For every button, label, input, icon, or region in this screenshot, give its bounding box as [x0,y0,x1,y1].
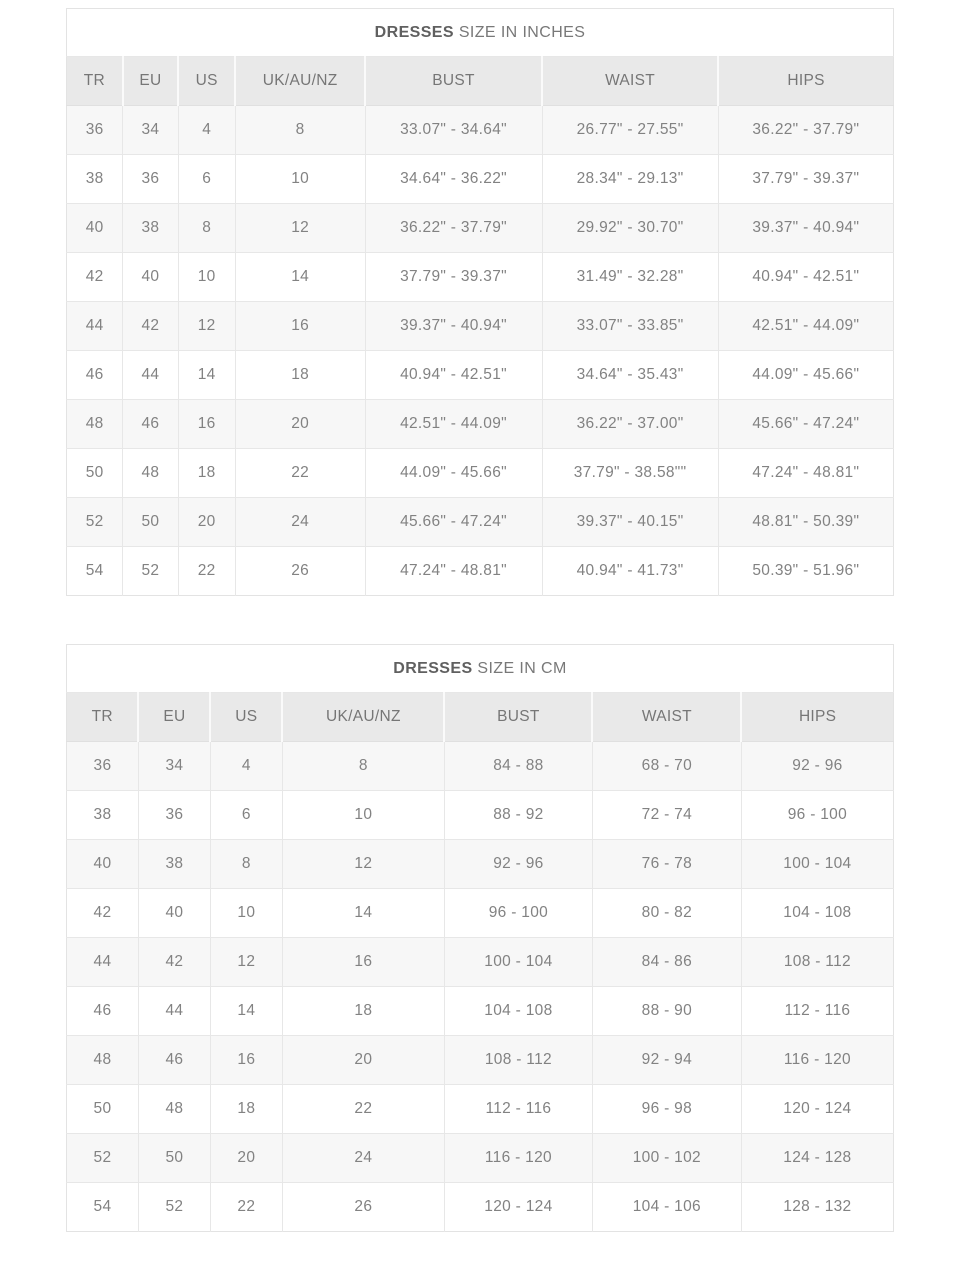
table-cell: 40 [67,204,123,253]
table-row [67,351,894,400]
table-cell: 46 [138,1036,210,1085]
table-title-rest: SIZE IN INCHES [458,23,586,41]
table-row [67,791,894,840]
table-cell: 36 [67,742,139,791]
table-cell: 42 [123,302,178,351]
table-cell: 100 - 104 [741,840,893,889]
table-cell: 44 [138,987,210,1036]
table-cell: 50 [67,1085,139,1134]
column-header-row [67,57,894,106]
table-cell: 96 - 100 [741,791,893,840]
table-title [67,9,894,57]
table-cell: 44.09" - 45.66" [718,351,893,400]
table-cell: 26.77" - 27.55" [542,106,718,155]
table-cell: 18 [235,351,365,400]
table-row [67,742,894,791]
table-cell: 8 [210,840,282,889]
table-cell: 39.37" - 40.15" [542,498,718,547]
table-title-rest: SIZE IN CM [477,659,567,677]
table-cell: 18 [282,987,444,1036]
table-cell: 14 [210,987,282,1036]
table-cell: 14 [282,889,444,938]
table-cell: 4 [178,106,235,155]
table-cell: 38 [67,791,139,840]
table-cell: 108 - 112 [741,938,893,987]
table-row [67,204,894,253]
table-cell: 14 [235,253,365,302]
table-cell: 52 [138,1183,210,1232]
table-cell: 38 [138,840,210,889]
column-header: HIPS [718,57,893,106]
column-header: HIPS [741,693,893,742]
table-row [67,449,894,498]
table-cell: 40 [67,840,139,889]
column-header: EU [138,693,210,742]
column-header-row [67,693,894,742]
table-cell: 44 [67,938,139,987]
table-cell: 104 - 106 [592,1183,741,1232]
column-header: WAIST [592,693,741,742]
table-cell: 29.92" - 30.70" [542,204,718,253]
table-cell: 20 [178,498,235,547]
table-title [67,645,894,693]
table-cell: 12 [178,302,235,351]
column-header: US [210,693,282,742]
table-cell: 47.24" - 48.81" [718,449,893,498]
table-cell: 88 - 92 [444,791,592,840]
table-row [67,1134,894,1183]
table-cell: 44.09" - 45.66" [365,449,542,498]
table-cell: 38 [67,155,123,204]
table-cell: 12 [282,840,444,889]
table-cell: 108 - 112 [444,1036,592,1085]
table-cell: 33.07" - 34.64" [365,106,542,155]
table-row [67,889,894,938]
table-cell: 40.94" - 41.73" [542,547,718,596]
table-cell: 48 [123,449,178,498]
table-cell: 37.79" - 38.58"" [542,449,718,498]
table-cell: 22 [210,1183,282,1232]
table-cell: 42.51" - 44.09" [365,400,542,449]
table-cell: 52 [67,1134,139,1183]
table-cell: 16 [210,1036,282,1085]
table-cell: 8 [282,742,444,791]
table-cell: 36.22" - 37.79" [718,106,893,155]
table-cell: 44 [123,351,178,400]
table-cell: 92 - 94 [592,1036,741,1085]
dresses-inches-section [66,8,894,596]
table-cell: 116 - 120 [444,1134,592,1183]
table-cell: 36.22" - 37.00" [542,400,718,449]
table-row [67,938,894,987]
column-header: US [178,57,235,106]
table-cell: 12 [210,938,282,987]
table-row [67,840,894,889]
column-header: TR [67,693,139,742]
table-cell: 22 [235,449,365,498]
table-title-bold: DRESSES [374,23,454,41]
table-cell: 96 - 98 [592,1085,741,1134]
table-cell: 104 - 108 [741,889,893,938]
table-cell: 100 - 104 [444,938,592,987]
table-cell: 52 [123,547,178,596]
table-cell: 37.79" - 39.37" [718,155,893,204]
table-cell: 46 [67,987,139,1036]
table-cell: 40.94" - 42.51" [365,351,542,400]
table-title-bold: DRESSES [393,659,473,677]
column-header: EU [123,57,178,106]
table-cell: 8 [235,106,365,155]
dresses-cm-section [66,644,894,1232]
table-cell: 120 - 124 [444,1183,592,1232]
table-cell: 36 [138,791,210,840]
table-title-row [67,645,894,693]
table-cell: 24 [235,498,365,547]
table-cell: 48.81" - 50.39" [718,498,893,547]
table-cell: 34.64" - 35.43" [542,351,718,400]
table-cell: 92 - 96 [444,840,592,889]
table-cell: 42 [138,938,210,987]
table-cell: 34 [138,742,210,791]
column-header: BUST [444,693,592,742]
table-cell: 45.66" - 47.24" [365,498,542,547]
table-cell: 16 [282,938,444,987]
table-cell: 33.07" - 33.85" [542,302,718,351]
table-cell: 48 [138,1085,210,1134]
table-cell: 36.22" - 37.79" [365,204,542,253]
table-cell: 24 [282,1134,444,1183]
table-row [67,547,894,596]
table-cell: 46 [67,351,123,400]
table-row [67,498,894,547]
table-cell: 92 - 96 [741,742,893,791]
table-cell: 12 [235,204,365,253]
table-cell: 45.66" - 47.24" [718,400,893,449]
table-cell: 16 [178,400,235,449]
table-cell: 124 - 128 [741,1134,893,1183]
table-cell: 38 [123,204,178,253]
table-cell: 112 - 116 [444,1085,592,1134]
table-cell: 68 - 70 [592,742,741,791]
table-cell: 18 [210,1085,282,1134]
table-cell: 34.64" - 36.22" [365,155,542,204]
table-cell: 46 [123,400,178,449]
table-cell: 48 [67,400,123,449]
table-cell: 39.37" - 40.94" [718,204,893,253]
table-cell: 26 [282,1183,444,1232]
table-row [67,106,894,155]
table-cell: 50 [67,449,123,498]
table-cell: 20 [235,400,365,449]
table-row [67,155,894,204]
table-cell: 39.37" - 40.94" [365,302,542,351]
table-cell: 54 [67,1183,139,1232]
table-cell: 42 [67,253,123,302]
table-cell: 40 [138,889,210,938]
table-cell: 112 - 116 [741,987,893,1036]
table-cell: 36 [67,106,123,155]
table-cell: 34 [123,106,178,155]
table-cell: 14 [178,351,235,400]
table-cell: 10 [235,155,365,204]
table-cell: 22 [282,1085,444,1134]
table-cell: 42.51" - 44.09" [718,302,893,351]
table-cell: 84 - 86 [592,938,741,987]
table-cell: 16 [235,302,365,351]
table-cell: 36 [123,155,178,204]
table-cell: 50 [123,498,178,547]
table-title-row [67,9,894,57]
table-cell: 42 [67,889,139,938]
table-cell: 40 [123,253,178,302]
column-header: TR [67,57,123,106]
table-cell: 22 [178,547,235,596]
table-cell: 4 [210,742,282,791]
table-cell: 104 - 108 [444,987,592,1036]
table-cell: 20 [282,1036,444,1085]
table-cell: 84 - 88 [444,742,592,791]
table-cell: 116 - 120 [741,1036,893,1085]
table-cell: 40.94" - 42.51" [718,253,893,302]
table-row [67,987,894,1036]
table-cell: 20 [210,1134,282,1183]
table-gap [66,596,894,644]
table-cell: 100 - 102 [592,1134,741,1183]
table-cell: 37.79" - 39.37" [365,253,542,302]
table-cell: 18 [178,449,235,498]
table-cell: 88 - 90 [592,987,741,1036]
table-cell: 8 [178,204,235,253]
table-cell: 76 - 78 [592,840,741,889]
table-body [67,742,894,1232]
table-cell: 50 [138,1134,210,1183]
table-cell: 6 [210,791,282,840]
table-cell: 128 - 132 [741,1183,893,1232]
table-body [67,106,894,596]
column-header: WAIST [542,57,718,106]
table-row [67,1183,894,1232]
table-cell: 48 [67,1036,139,1085]
table-cell: 72 - 74 [592,791,741,840]
table-cell: 28.34" - 29.13" [542,155,718,204]
table-row [67,1085,894,1134]
column-header: UK/AU/NZ [282,693,444,742]
column-header: BUST [365,57,542,106]
table-cell: 10 [210,889,282,938]
table-row [67,253,894,302]
table-cell: 50.39" - 51.96" [718,547,893,596]
table-cell: 31.49" - 32.28" [542,253,718,302]
table-cell: 96 - 100 [444,889,592,938]
table-cell: 26 [235,547,365,596]
column-header: UK/AU/NZ [235,57,365,106]
table-cell: 80 - 82 [592,889,741,938]
dresses-cm-table [66,644,894,1232]
table-cell: 120 - 124 [741,1085,893,1134]
table-cell: 47.24" - 48.81" [365,547,542,596]
table-row [67,1036,894,1085]
table-cell: 54 [67,547,123,596]
table-cell: 10 [282,791,444,840]
table-cell: 44 [67,302,123,351]
dresses-inches-table [66,8,894,596]
table-cell: 10 [178,253,235,302]
table-row [67,302,894,351]
table-cell: 6 [178,155,235,204]
table-cell: 52 [67,498,123,547]
table-row [67,400,894,449]
